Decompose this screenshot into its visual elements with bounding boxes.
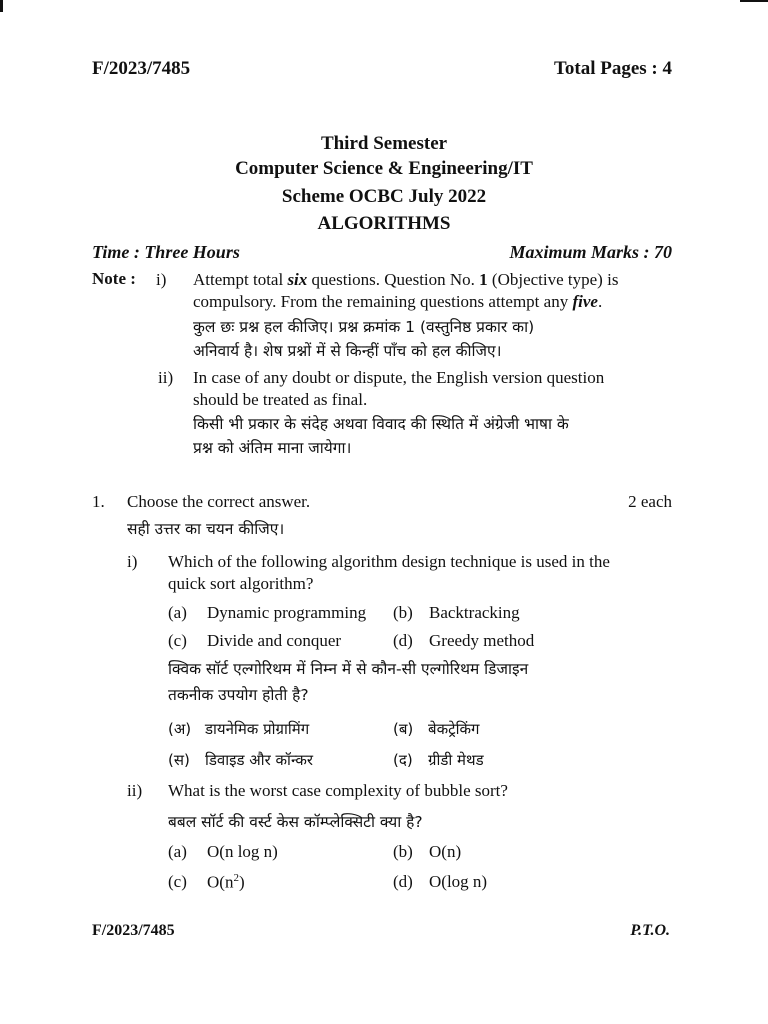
part-question-text: What is the worst case complexity of bubble sort? (168, 781, 508, 800)
note-item-number: i) (156, 270, 167, 289)
option-text: O(n) (429, 842, 462, 861)
option-label: (d) (393, 631, 413, 650)
part-question-text: Which of the following algorithm design technique is used in the (168, 552, 610, 571)
question-text: Choose the correct answer. (127, 492, 311, 511)
scan-edge-mark-right (740, 0, 768, 2)
option-text: Dynamic programming (207, 603, 367, 622)
subject-title: ALGORITHMS (317, 213, 451, 234)
option-label-hindi: (ब) (393, 720, 414, 738)
option-text: Backtracking (429, 603, 520, 622)
scan-edge-mark-left (0, 0, 3, 12)
option-label: (d) (393, 872, 413, 891)
option-text-hindi: बेकट्रेकिंग (428, 720, 480, 738)
part-question-hindi: क्विक सॉर्ट एल्गोरिथम में निम्न में से कौन-सी एल्गोरिथम डिजाइन (168, 660, 529, 678)
footer-paper-code: F/2023/7485 (92, 922, 175, 939)
exam-time: Time : Three Hours (92, 242, 240, 262)
option-label: (c) (168, 872, 187, 891)
part-number: ii) (127, 781, 143, 800)
part-number: i) (127, 552, 138, 571)
maximum-marks: Maximum Marks : 70 (509, 242, 672, 262)
option-label-hindi: (स) (168, 751, 190, 769)
option-label: (b) (393, 603, 413, 622)
part-question-hindi: बबल सॉर्ट की वर्स्ट केस कॉम्प्लेक्सिटी क्या है? (168, 813, 423, 831)
paper-code: F/2023/7485 (92, 58, 191, 79)
question-marks: 2 each (628, 492, 672, 511)
option-label-hindi: (द) (393, 751, 413, 769)
footer-pto: P.T.O. (630, 922, 670, 939)
note-label: Note : (92, 269, 136, 288)
part-question-text: quick sort algorithm? (168, 574, 314, 593)
option-label: (b) (393, 842, 413, 861)
scheme-title: Scheme OCBC July 2022 (281, 186, 487, 207)
option-text-hindi: डिवाइड और कॉन्कर (205, 751, 314, 769)
option-text: Greedy method (429, 631, 535, 650)
option-label: (a) (168, 842, 187, 861)
semester-title: Third Semester (320, 133, 448, 154)
total-pages: Total Pages : 4 (553, 58, 672, 79)
option-label-hindi: (अ) (168, 720, 192, 738)
option-text: O(log n) (429, 872, 488, 891)
note-item-text: In case of any doubt or dispute, the English version question (193, 368, 605, 387)
note-item-hindi: किसी भी प्रकार के संदेह अथवा विवाद की स्थिति में अंग्रेजी भाषा के (193, 415, 569, 433)
note-item-hindi: कुल छः प्रश्न हल कीजिए। प्रश्न क्रमांक 1 (वस्तुनिष्ठ प्रकार का) (193, 318, 535, 336)
note-item-hindi: अनिवार्य है। शेष प्रश्नों में से किन्हीं पाँच को हल कीजिए। (193, 342, 502, 360)
option-text: Divide and conquer (207, 631, 342, 650)
option-text: $O(n^2)$ (207, 872, 245, 892)
note-item-text: compulsory. From the remaining questions attempt any five. (193, 292, 603, 311)
option-label: (c) (168, 631, 187, 650)
branch-title: Computer Science & Engineering/IT (235, 158, 533, 179)
note-item-hindi: प्रश्न को अंतिम माना जायेगा। (193, 439, 352, 457)
question-number: 1. (92, 492, 105, 511)
option-text-hindi: ग्रीडी मेथड (428, 751, 484, 769)
option-label: (a) (168, 603, 187, 622)
note-item-text: should be treated as final. (193, 390, 368, 409)
note-item-number: ii) (158, 368, 174, 387)
option-text-hindi: डायनेमिक प्रोग्रामिंग (205, 720, 310, 738)
part-question-hindi: तकनीक उपयोग होती है? (168, 686, 309, 704)
question-hindi: सही उत्तर का चयन कीजिए। (127, 520, 285, 538)
option-text: O(n log n) (207, 842, 278, 861)
note-item-text: Attempt total six questions. Question No. 1 (Objective type) is (193, 270, 619, 289)
